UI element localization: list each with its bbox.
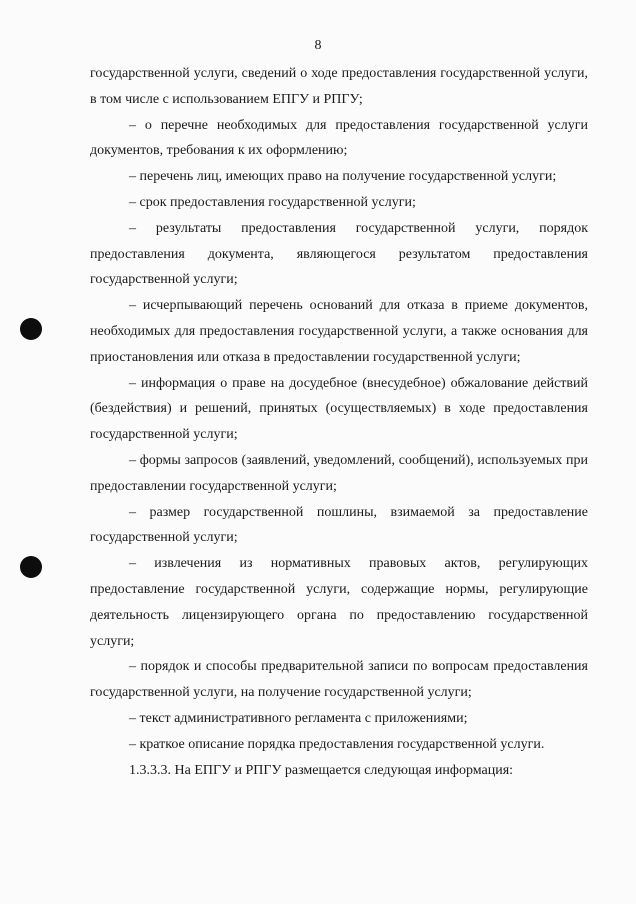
- page-number: 8: [314, 38, 322, 53]
- section-heading-1-3-3-3: 1.3.3.3. На ЕПГУ и РПГУ размещается следующая информация:: [129, 762, 514, 778]
- list-item-preregistration: – порядок и способы предварительной записи по вопросам предоставления государственной услуги, на получение государственной услуги;: [90, 659, 588, 701]
- list-item-request-forms: – формы запросов (заявлений, уведомлений, сообщений), используемых при предоставлении государственной услуги;: [90, 452, 588, 494]
- list-item-regulation-text: – текст административного регламента с приложениями;: [129, 710, 468, 726]
- list-item-short-description: – краткое описание порядка предоставления государственной услуги.: [129, 736, 545, 752]
- list-item-appeal-info: – информация о праве на досудебное (внесудебное) обжалование действий (бездействия) и решений, принятых (осуществляемых) в ходе предоставления государственной услуги;: [90, 375, 588, 443]
- list-item-refusal-grounds: – исчерпывающий перечень оснований для отказа в приеме документов, необходимых для предоставления государственной услуги, а также основания для приостановления или отказа в предоставлении государственной услуги;: [90, 298, 588, 365]
- list-item-state-fee: – размер государственной пошлины, взимаемой за предоставление государственной услуги;: [90, 504, 588, 546]
- document-body: [90, 61, 588, 783]
- list-item-legal-extracts: – извлечения из нормативных правовых актов, регулирующих предоставление государственной услуги, содержащие нормы, регулирующие деятельность лицензирующего органа по предоставлению государственной услуги;: [90, 556, 588, 649]
- paragraph-continuation: государственной услуги, сведений о ходе предоставления государственной услуги, в том числе с использованием ЕПГУ и РПГУ;: [90, 66, 588, 107]
- list-item-term: – срок предоставления государственной услуги;: [129, 194, 416, 210]
- hole-punch-bottom: [20, 556, 42, 578]
- list-item-persons: – перечень лиц, имеющих право на получение государственной услуги;: [129, 169, 557, 185]
- hole-punch-top: [20, 318, 42, 340]
- list-item-results: – результаты предоставления государственной услуги, порядок предоставления документа, являющегося результатом предоставления государственной услуги;: [90, 220, 588, 288]
- list-item-documents: – о перечне необходимых для предоставления государственной услуги документов, требования к их оформлению;: [90, 117, 588, 159]
